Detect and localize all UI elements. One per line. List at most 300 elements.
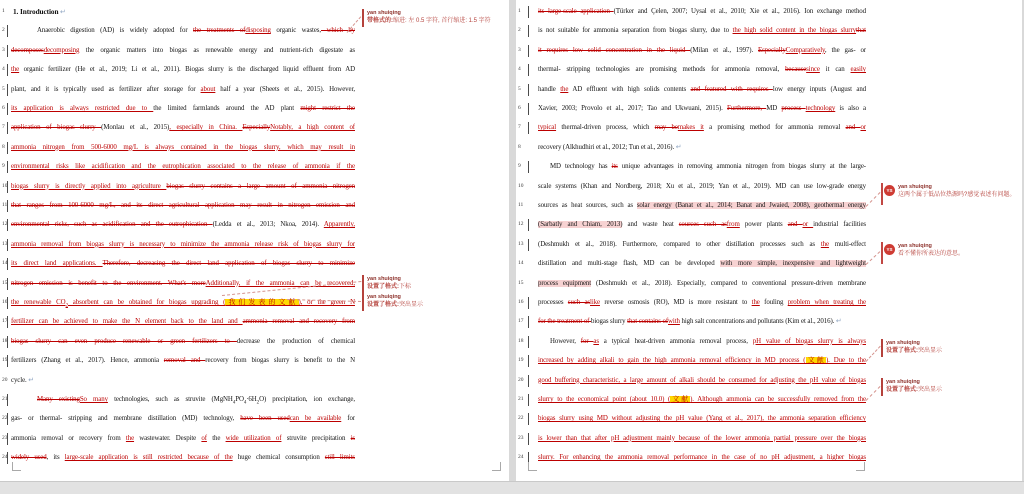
- text-run: is: [350, 434, 355, 442]
- text-run: such as: [567, 299, 591, 306]
- text-run: O) precipitation, ion exchange,: [259, 396, 355, 403]
- text-run: and waste heat: [622, 221, 679, 229]
- text-run: because: [785, 66, 807, 74]
- line-number: 11: [2, 202, 8, 208]
- change-bar: [7, 161, 8, 173]
- text-run: biogas slurry can even produce renewable or green fertilizers to: [11, 337, 237, 345]
- change-bar: [528, 239, 529, 251]
- line-number: 10: [518, 182, 524, 189]
- line-number: 20: [518, 376, 524, 383]
- change-bar: [7, 103, 8, 115]
- line-number: 18: [518, 337, 524, 344]
- text-run: its application is always restricted due to: [11, 105, 154, 112]
- text-run: good buffering characteristic, a large amount of alkali should be consumed for adjusting the pH value of biogas: [538, 376, 866, 384]
- text-run: However,: [550, 337, 581, 345]
- text-run: Apparently,: [323, 221, 355, 229]
- comment-text: [367, 301, 510, 310]
- text-run: still limits: [324, 454, 355, 462]
- paragraph-mark: ↵: [58, 9, 66, 16]
- text-run: the: [820, 240, 829, 248]
- page-corner-mark: [528, 462, 537, 471]
- text-line[interactable]: [11, 448, 355, 467]
- text-run: 4: [243, 400, 247, 406]
- text-run: 1. Introduction: [13, 7, 59, 16]
- comment-label: 设置了格式:: [367, 284, 399, 290]
- change-bar: [528, 375, 529, 387]
- change-bar: [7, 122, 8, 134]
- line-number: 5: [2, 85, 5, 92]
- text-run: that ranges from 100-6000 mg/L, and its direct agricultural application may result in nitrogen emission and: [11, 202, 355, 209]
- text-run: gas- or thermal- stripping and membrane distillation (MD) technology,: [11, 415, 241, 423]
- comment-author: yan shuiqing: [367, 10, 401, 16]
- text-run: the high solid content in the biogas slurry: [732, 27, 857, 35]
- text-line[interactable]: [13, 2, 355, 21]
- line-number: 7: [518, 124, 521, 131]
- text-run: biogas slurry: [591, 318, 628, 326]
- text-line[interactable]: [11, 41, 355, 60]
- line-number: 1: [2, 8, 5, 14]
- text-run: (Ledda et al., 2013; Nkoa, 2014).: [212, 221, 324, 229]
- text-run: power plants: [739, 221, 788, 229]
- change-bar: [528, 64, 529, 76]
- text-run: fouling: [759, 299, 788, 306]
- comment-text: [886, 386, 1024, 395]
- text-line[interactable]: [538, 312, 866, 331]
- page-corner-mark: [492, 462, 501, 471]
- comment-label: 设置了格式:: [886, 348, 918, 354]
- line-number: 21: [518, 396, 524, 402]
- text-line[interactable]: [550, 157, 866, 176]
- text-run: the renewable CO: [11, 299, 66, 306]
- text-line[interactable]: [538, 118, 866, 137]
- change-bar: [7, 316, 8, 328]
- text-run: thermal-driven process, which: [556, 124, 655, 132]
- text-run: (Türker and Çelen, 2007; Uysal et al., 2010; Xie et al., 2016). Ion exchange method: [613, 8, 866, 15]
- comment-author: yan shuiqing: [898, 184, 932, 190]
- text-run: have been used: [240, 415, 290, 423]
- change-bar: [7, 278, 8, 290]
- text-run: the: [125, 434, 135, 442]
- text-line[interactable]: [538, 177, 866, 196]
- page-2[interactable]: [516, 0, 1022, 481]
- line-number: 2: [518, 27, 521, 34]
- text-run: disposing: [245, 27, 271, 35]
- text-run: Comparatively: [785, 46, 825, 54]
- text-line[interactable]: [11, 254, 355, 273]
- comment-text: [367, 283, 510, 292]
- text-line[interactable]: [11, 235, 355, 254]
- text-line[interactable]: [538, 254, 866, 273]
- text-run: which by: [321, 27, 355, 35]
- line-number: 5: [518, 85, 521, 92]
- line-number: 20: [2, 376, 8, 383]
- text-run: multi-effect: [828, 240, 866, 248]
- text-run: decomposing: [43, 46, 80, 54]
- text-run: process: [781, 105, 806, 112]
- text-run: easily: [850, 66, 866, 74]
- text-run: industrial facilities: [813, 221, 866, 229]
- text-run: Anaerobic digestion (AD) is widely adopted for: [37, 27, 193, 35]
- text-line[interactable]: [11, 274, 355, 293]
- text-run: (Deshmukh et al., 2018). Especially, compared to conventional pressure-driven membrane: [591, 279, 866, 287]
- page-corner-mark: [12, 462, 21, 471]
- line-number: 23: [518, 434, 524, 441]
- reviewer-avatar-icon: YS: [884, 244, 895, 255]
- comment-author: yan shuiqing: [886, 340, 920, 346]
- text-run: ), or the green N: [298, 299, 355, 306]
- change-bar: [7, 239, 8, 251]
- text-run: MD technology has: [550, 163, 612, 171]
- text-run: recovery (Alkhudhiri et al., 2012; Tun et al., 2016).: [538, 143, 676, 151]
- change-bar: [7, 219, 8, 231]
- text-line[interactable]: [11, 196, 355, 215]
- text-run: for the treatment of: [538, 318, 592, 326]
- comment-formatted-note[interactable]: [362, 275, 510, 293]
- text-line[interactable]: [538, 409, 866, 428]
- change-bar: [528, 413, 529, 425]
- line-number: 24: [518, 454, 524, 461]
- text-line[interactable]: [538, 448, 866, 467]
- text-line[interactable]: [37, 390, 355, 409]
- text-run: scale systems (Khan and Nordberg, 2018; Xu et al., 2019; Yan et al., 2019). MD can use low-grade energy: [538, 182, 866, 190]
- text-line[interactable]: [538, 80, 866, 99]
- text-run: 文献: [670, 396, 691, 403]
- comment-label: 设置了格式:: [886, 387, 918, 393]
- comment-label: 设置了格式:: [367, 302, 399, 308]
- text-line[interactable]: [11, 157, 355, 176]
- change-bar: [7, 64, 8, 76]
- text-run: since: [806, 66, 820, 74]
- text-run: technology: [805, 105, 836, 112]
- text-run: large-scale application is still restricted because of the: [64, 454, 233, 462]
- page-1[interactable]: [0, 0, 509, 481]
- change-bar: [528, 316, 529, 328]
- text-run: and featured with: [690, 85, 748, 93]
- text-run: organic wastes,: [270, 27, 322, 35]
- text-run: the: [206, 434, 226, 442]
- text-run: its direct land applications.: [11, 260, 103, 268]
- change-bar: [528, 103, 529, 115]
- text-run: high salt concentrations and pollutants (Kim et al., 2016).: [679, 318, 836, 326]
- change-bar: [528, 25, 529, 37]
- text-run: , the gas- or: [824, 46, 866, 54]
- canvas-bottom-margin: [0, 481, 1024, 494]
- text-run: plant, and it is typically used as fertilizer after storage for: [11, 85, 201, 93]
- comment-detail: 突出显示: [399, 302, 424, 308]
- text-run: 2: [256, 400, 260, 406]
- text-run: its large-scale application: [538, 8, 614, 15]
- text-run: a typical heat-driven ammonia removal process,: [598, 337, 753, 345]
- line-number: 14: [518, 260, 524, 267]
- comment-author: yan shuiqing: [886, 379, 920, 385]
- text-run: (Milan et al., 1997).: [690, 46, 758, 54]
- text-line[interactable]: [538, 235, 866, 254]
- change-bar: [7, 25, 8, 37]
- comment-label: 带格式的:: [367, 18, 393, 24]
- change-bar: [528, 336, 529, 348]
- line-number: 6: [2, 105, 5, 111]
- change-bar: [7, 394, 8, 406]
- line-number: 19: [2, 357, 8, 364]
- text-run: ammonia nitrogen from 500-6000 mg/L is always contained in the biogas slurry, which may result in: [11, 143, 355, 151]
- text-run: like: [590, 299, 600, 306]
- text-line[interactable]: [538, 60, 866, 79]
- text-run: recovery from biogas slurry is benefit to the N: [205, 357, 355, 365]
- comment-detail: 突出显示: [918, 348, 943, 354]
- text-run: 2: [65, 303, 68, 309]
- text-run: ammonia removal and recovery from: [242, 318, 355, 326]
- text-line[interactable]: [11, 215, 355, 234]
- text-run: that contains of: [627, 318, 669, 326]
- text-run: Therefore, decreasing the direct land application of biogas slurry to minimize: [102, 260, 355, 268]
- text-line[interactable]: [11, 312, 355, 331]
- text-run: that: [856, 27, 866, 35]
- change-bar: [7, 258, 8, 270]
- change-bar: [7, 433, 8, 445]
- line-number: 17: [518, 318, 524, 325]
- text-run: or: [802, 221, 814, 229]
- text-run: widely used: [11, 454, 47, 462]
- text-line[interactable]: [11, 332, 355, 351]
- text-line[interactable]: [11, 429, 355, 448]
- paragraph-mark: ↵: [835, 318, 842, 326]
- text-run: (Sarbatly and Chiam, 2013): [538, 221, 623, 229]
- comment-bubble[interactable]: [881, 183, 1024, 205]
- text-run: fertilizers (Zhang et al., 2017). Hence, ammonia: [11, 357, 164, 365]
- text-run: the: [560, 85, 569, 93]
- text-run: , especially in China.: [169, 124, 243, 132]
- paragraph-mark: ↵: [26, 376, 34, 384]
- text-line[interactable]: [37, 21, 355, 40]
- text-run: biogas slurry is directly applied into agriculture: [11, 182, 167, 190]
- text-line[interactable]: [538, 215, 866, 234]
- text-run: huge chemical consumption: [232, 454, 325, 462]
- text-run: pH value of biogas slurry is always: [752, 337, 866, 345]
- text-run: (Monlau et al., 2015): [101, 124, 170, 132]
- text-line[interactable]: [538, 2, 866, 21]
- change-bar: [528, 433, 529, 445]
- text-run: it can: [819, 66, 851, 74]
- text-run: typical: [538, 124, 557, 132]
- line-number: 14: [2, 260, 8, 267]
- change-bar: [528, 297, 529, 309]
- text-run: organic fertilizer (He et al., 2019; Li et al., 2011). Biogas slurry is the discharged liquid effluent from AD: [19, 66, 355, 74]
- text-run: fertilizer can be achieved to make the N element back to the land and: [11, 318, 243, 326]
- text-line[interactable]: [11, 99, 355, 118]
- line-number: 16: [518, 299, 524, 305]
- text-run: slurry. For enhancing the ammonia removal performance in the case of no pH adjustment, a higher biogas: [538, 454, 866, 462]
- line-number: 4: [2, 66, 5, 73]
- text-run: of: [201, 434, 207, 442]
- text-line[interactable]: [538, 274, 866, 293]
- text-run: sources such as: [678, 221, 727, 229]
- line-number: 9: [518, 163, 521, 170]
- text-line[interactable]: [538, 429, 866, 448]
- text-run: low energy inputs (August and: [772, 85, 866, 93]
- text-run: is not suitable for ammonia separation from biogas slurry, due to: [538, 27, 733, 35]
- text-run: environmental risks, such as acidification and the eutrophication: [11, 221, 213, 229]
- text-run: it requires low solid concentration in the liquid: [538, 46, 691, 54]
- comment-detail: 缩进: 左 0.5 字符, 首行缩进: 1.5 字符: [393, 18, 491, 24]
- text-run: 文献: [805, 357, 826, 365]
- change-bar: [528, 161, 529, 173]
- text-run: Furthermore,: [727, 105, 767, 112]
- text-run: might restrict the: [300, 105, 355, 112]
- text-run: increased by adding alkali to gain the high ammonia removal efficiency in MD process (: [538, 357, 806, 365]
- text-line[interactable]: [11, 118, 355, 137]
- line-number: 16: [2, 299, 8, 305]
- text-run: Especially: [758, 46, 786, 54]
- change-bar: [528, 394, 529, 406]
- text-run: half a year (Sheets et al., 2015). However,: [215, 85, 355, 93]
- text-run: cycle.: [11, 376, 27, 384]
- text-run: , its: [46, 454, 65, 462]
- line-number: 11: [518, 202, 524, 208]
- change-bar: [7, 84, 8, 96]
- comment-author: yan shuiqing: [367, 276, 401, 282]
- text-line[interactable]: [538, 293, 866, 312]
- change-bar: [528, 122, 529, 134]
- text-line[interactable]: [550, 332, 866, 351]
- text-run: ammonia removal from biogas slurry is necessary to minimize the ammonia release risk of biogas slurry for: [11, 240, 355, 248]
- text-line[interactable]: [538, 21, 866, 40]
- comment-formatted-note[interactable]: [362, 293, 510, 311]
- text-run: problem when treating the: [787, 299, 866, 306]
- change-bar: [7, 413, 8, 425]
- text-run: is lower than that after pH adjustment mainly because of the lower ammonia partial pressure over the biogas: [538, 434, 866, 442]
- line-number: 2: [2, 27, 5, 34]
- line-number: 8: [2, 143, 5, 150]
- text-run: as: [593, 337, 599, 345]
- comment-text: 看不懂你所表达的意思。: [898, 251, 965, 257]
- text-run: So many: [79, 396, 108, 403]
- comment-detail: 突出显示: [918, 387, 943, 393]
- text-run: ). Although ammonia can be successfully removed from the: [690, 396, 866, 403]
- text-run: ). Due to the: [825, 357, 866, 365]
- text-run: ·6H: [246, 396, 257, 403]
- comment-formatted-note[interactable]: [881, 378, 1024, 396]
- change-bar: [7, 181, 8, 193]
- change-bar: [528, 84, 529, 96]
- line-number: 22: [518, 415, 524, 422]
- text-run: for: [580, 337, 594, 345]
- text-run: a promising method for ammonia removal: [703, 124, 846, 132]
- text-run: the treatments of: [193, 27, 246, 35]
- text-run: 我们发表的文献: [225, 299, 299, 306]
- text-line[interactable]: [538, 371, 866, 390]
- change-bar: [528, 45, 529, 57]
- comment-author: yan shuiqing: [367, 294, 401, 300]
- text-run: 4: [232, 400, 236, 406]
- change-bar: [7, 452, 8, 464]
- line-number: 1: [518, 8, 521, 14]
- line-number: 17: [2, 318, 8, 325]
- comment-detail: 下标: [399, 284, 412, 290]
- line-number: 12: [518, 221, 524, 228]
- line-number: 21: [2, 396, 8, 402]
- text-run: with more simple, inexpensive and lightweight: [720, 260, 866, 268]
- text-run: nitrogen emission is benefit to the environment. What's more: [11, 279, 206, 287]
- text-line[interactable]: [538, 41, 866, 60]
- text-run: absorbent can be obtained for biogas upgrading (: [67, 299, 226, 306]
- line-number: 18: [2, 337, 8, 344]
- text-run: from: [726, 221, 740, 229]
- reviewer-avatar-icon: YS: [884, 185, 895, 196]
- text-run: is also a: [835, 105, 866, 112]
- text-run: reverse osmosis (RO), MD is more resistant to: [599, 299, 752, 306]
- text-line[interactable]: [11, 177, 355, 196]
- text-run: the: [751, 299, 760, 306]
- text-line[interactable]: [538, 390, 866, 409]
- text-run: technologies, such as struvite (MgNH: [107, 396, 233, 403]
- text-run: sources as heat sources, such as: [538, 202, 637, 209]
- comment-text: [886, 347, 1024, 356]
- text-line[interactable]: [11, 60, 355, 79]
- text-line[interactable]: [11, 293, 355, 312]
- text-run: removal and: [163, 357, 206, 365]
- change-bar: [528, 219, 529, 231]
- line-number: 4: [518, 66, 521, 73]
- text-run: (Deshmukh et al., 2018). Furthermore, compared to other distillation processes such as: [538, 240, 821, 248]
- line-number: 7: [2, 124, 5, 131]
- line-number: 6: [518, 105, 521, 111]
- change-bar: [528, 355, 529, 367]
- text-run: processes: [538, 299, 568, 306]
- change-bar: [7, 200, 8, 212]
- text-run: thermal- stripping technologies are promising methods for ammonia removal,: [538, 66, 786, 74]
- change-bar: [7, 355, 8, 367]
- text-run: wide utilization of: [225, 434, 282, 442]
- text-run: handle: [538, 85, 561, 93]
- text-run: the limited farmlands around the AD plant: [153, 105, 301, 112]
- comment-text: [367, 17, 510, 26]
- text-run: PO: [235, 396, 244, 403]
- text-run: requires: [747, 85, 773, 93]
- text-run: solar energy (Banat et al., 2014; Banat and Jwaied, 2008), geothermal energy: [636, 202, 866, 209]
- line-number: 13: [2, 240, 8, 247]
- text-run: and: [787, 221, 803, 229]
- comment-bubble[interactable]: [881, 242, 1024, 264]
- comment-text: 这两个属于低品位热源吗?感觉表述有问题。: [898, 192, 1016, 198]
- line-number: 23: [2, 434, 8, 441]
- text-run: Additionally, if the ammonia can be recovered,: [205, 279, 355, 287]
- text-line[interactable]: [11, 351, 355, 370]
- text-run: biogas slurry contains a large amount of ammonia nitrogen: [166, 182, 355, 190]
- line-number: 10: [2, 182, 8, 189]
- line-number: 19: [518, 357, 524, 364]
- text-run: struvite precipitation: [281, 434, 351, 442]
- text-run: the: [11, 66, 20, 74]
- comment-formatted-note[interactable]: [362, 9, 510, 27]
- text-run: Xavier, 2003; Provolo et al., 2017; Tao and Ukwuani, 2015).: [538, 105, 728, 112]
- text-run: makes it: [677, 124, 704, 132]
- text-run: biogas slurry using MD without adjusting the pH value (Yang et al., 2017), the ammonia separation efficiency: [538, 415, 866, 423]
- text-line[interactable]: [538, 99, 866, 118]
- text-line[interactable]: [538, 138, 866, 157]
- text-line[interactable]: [538, 196, 866, 215]
- text-run: process equipment: [538, 279, 592, 287]
- text-line[interactable]: [11, 80, 355, 99]
- text-run: wastewater. Despite: [134, 434, 202, 442]
- text-line[interactable]: [11, 409, 355, 428]
- line-number: 9: [2, 163, 5, 170]
- text-line[interactable]: [11, 371, 355, 390]
- text-run: for: [341, 415, 355, 423]
- text-run: and: [845, 124, 861, 132]
- text-line[interactable]: [538, 351, 866, 370]
- text-line[interactable]: [11, 138, 355, 157]
- comment-formatted-note[interactable]: [881, 339, 1024, 357]
